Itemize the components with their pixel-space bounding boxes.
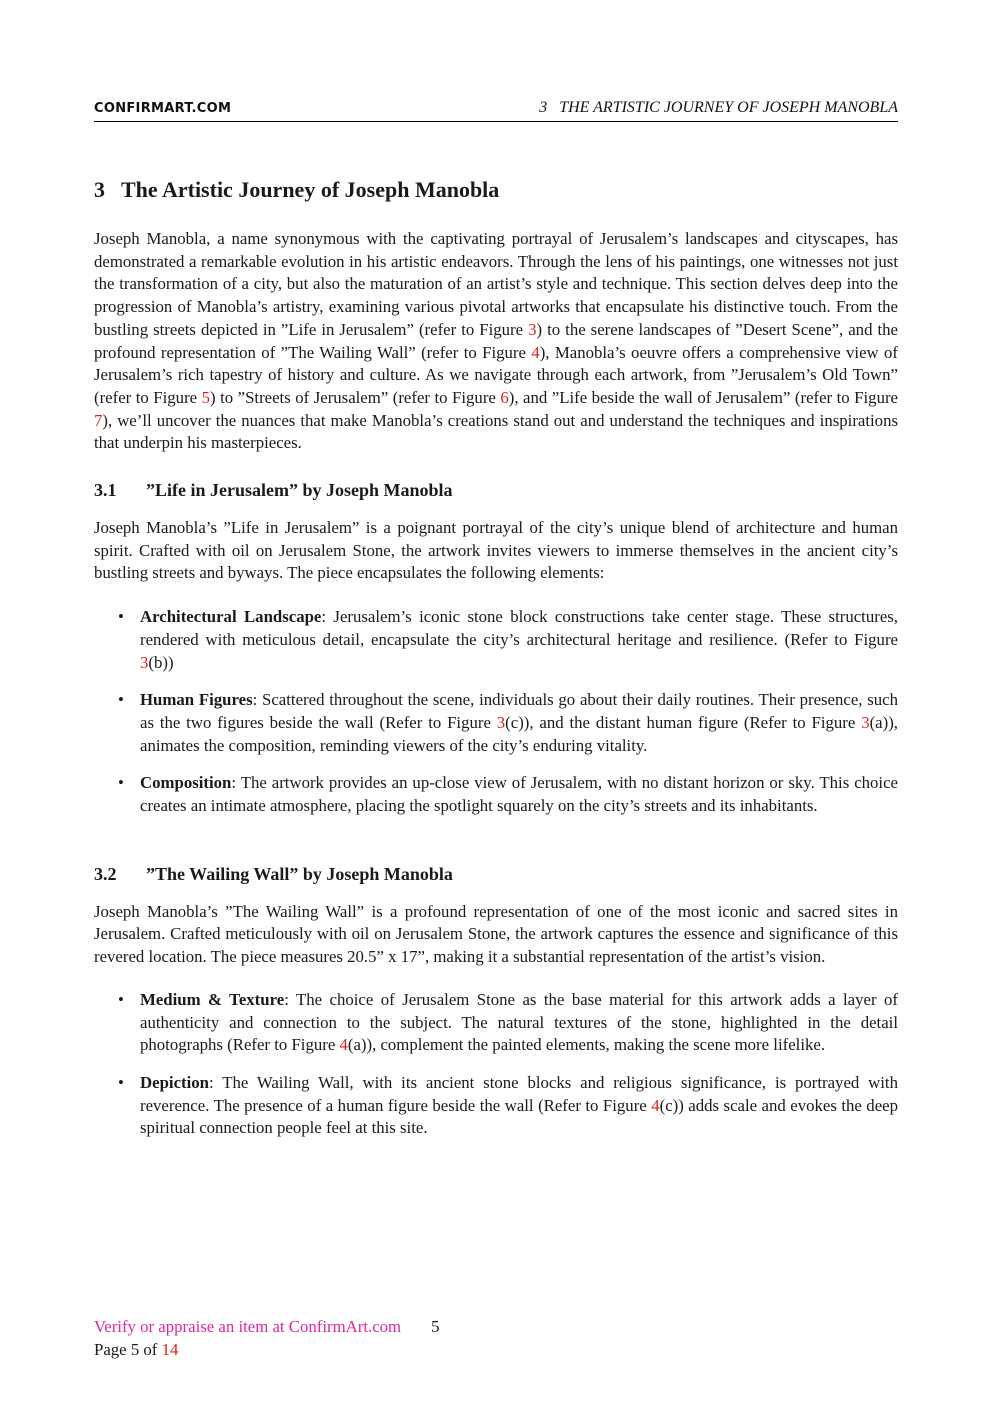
section-heading <box>94 174 898 206</box>
figure-ref-link[interactable]: 5 <box>201 387 210 407</box>
subsection-intro-paragraph: Joseph Manobla’s ”Life in Jerusalem” is a poignant portrayal of the city’s unique blend of architecture and human spirit. Crafted with oil on Jerusalem Stone, the artwork invites viewers to immerse themselves in the ancient city’s bustling streets and byways. The piece encapsulates the following elements: <box>94 518 898 583</box>
page-header <box>94 99 898 122</box>
list-item-term: Composition <box>140 773 232 793</box>
verify-appraise-link[interactable]: Verify or appraise an item at ConfirmArt.com <box>94 1317 402 1336</box>
list-item <box>94 1072 898 1140</box>
figure-ref-link[interactable]: 4 <box>339 1035 348 1055</box>
intro-text-3: ), Manobla’s oeuvre offers a comprehensive view of Jerusalem’s rich tapestry of history and culture. As we navigate through each artwork, from ”Jerusalem’s Old Town” (refer to Figure <box>94 342 898 407</box>
list-item <box>94 989 898 1057</box>
page-of-label: Page 5 of <box>94 1340 162 1359</box>
page-footer <box>94 1315 594 1361</box>
figure-ref-link[interactable]: 3 <box>496 712 506 732</box>
intro-text-2: ) to the serene landscapes of ”Desert Scene”, and the profound representation of ”The Wailing Wall” (refer to Figure <box>94 319 898 362</box>
figure-ref-link[interactable]: 4 <box>531 342 540 362</box>
list-item <box>94 606 898 674</box>
figure-ref-link[interactable]: 6 <box>500 387 509 407</box>
list-item-text: : Jerusalem’s iconic stone block constructions take center stage. These structures, rendered with meticulous detail, encapsulate the city’s architectural heritage and resilience. (Refer to Figure <box>140 607 898 649</box>
subsection-heading-3-2 <box>94 861 898 887</box>
intro-text-4: ) to ”Streets of Jerusalem” (refer to Figure <box>210 387 501 407</box>
total-pages-link[interactable]: 14 <box>161 1340 179 1359</box>
subsection-intro-paragraph: Joseph Manobla’s ”The Wailing Wall” is a profound representation of one of the most iconic and sacred sites in Jerusalem. Crafted meticulously with oil on Jerusalem Stone, the artwork captures the essence and significance of this revered location. The piece measures 20.5” x 17”, making it a substantial representation of the artist’s vision. <box>94 901 898 967</box>
list-item-text: (b)) <box>148 652 174 672</box>
list-item-text: : The Wailing Wall, with its ancient stone blocks and religious significance, is portrayed with reverence. The presence of a human figure beside the wall (Refer to Figure <box>140 1072 898 1115</box>
list-item-text: (a)), complement the painted elements, making the scene more lifelike. <box>347 1035 826 1055</box>
section-title: The Artistic Journey of Joseph Manobla <box>121 177 500 202</box>
subsection-title: ”Life in Jerusalem” by Joseph Manobla <box>146 480 453 501</box>
intro-text-6: ), we’ll uncover the nuances that make Manobla’s creations stand out and understand the techniques and inspirations that underpin his masterpieces. <box>94 410 898 453</box>
page-number: 5 <box>431 1317 440 1336</box>
subsection-heading-3-1 <box>94 477 898 503</box>
subsection-number: 3.1 <box>94 480 117 501</box>
bullet-icon: • <box>118 773 124 793</box>
bullet-list <box>94 989 898 1140</box>
list-item-text: (a)), animates the composition, reminding viewers of the city’s enduring vitality. <box>140 712 898 755</box>
figure-ref-link[interactable]: 3 <box>861 712 870 732</box>
list-item-text: (c)) adds scale and evokes the deep spiritual connection people feel at this site. <box>140 1095 898 1138</box>
footer-line-1 <box>94 1315 594 1338</box>
bullet-icon: • <box>118 989 124 1009</box>
figure-ref-link[interactable]: 7 <box>94 410 103 430</box>
list-item-term: Medium & Texture <box>140 989 285 1009</box>
subsection-number: 3.2 <box>94 863 117 884</box>
list-item-text: (c)), and the distant human figure (Refer to Figure <box>505 712 862 732</box>
main-content <box>94 174 898 1140</box>
bullet-list <box>94 606 898 818</box>
section-intro-paragraph <box>94 228 898 455</box>
bullet-icon: • <box>118 607 124 627</box>
list-item-term: Architectural Landscape <box>140 607 322 627</box>
list-item <box>94 689 898 757</box>
confirmart-logo[interactable]: CONFIRMART.COM <box>94 101 232 116</box>
list-item-term: Human Figures <box>140 690 253 710</box>
list-item-text: : The choice of Jerusalem Stone as the base material for this artwork adds a layer of authenticity and connection to the subject. The natural textures of the stone, highlighted in the detail photographs (Refer to Figure <box>140 989 898 1055</box>
section-number: 3 <box>94 177 105 202</box>
list-item-text: : Scattered throughout the scene, individuals go about their daily routines. Their presence, such as the two figures beside the wall (Refer to Figure <box>140 690 899 732</box>
figure-ref-link[interactable]: 4 <box>651 1095 660 1115</box>
bullet-icon: • <box>118 1072 124 1092</box>
bullet-icon: • <box>118 690 124 710</box>
figure-ref-link[interactable]: 3 <box>140 652 149 672</box>
running-section-text: THE ARTISTIC JOURNEY OF JOSEPH MANOBLA <box>559 99 898 116</box>
running-section-title <box>539 99 898 117</box>
intro-text-1: Joseph Manobla, a name synonymous with the captivating portrayal of Jerusalem’s landscapes and cityscapes, has demonstrated a remarkable evolution in his artistic endeavors. Through the lens of his paintings, one witnesses not just the transformation of a city, but also the maturation of an artist’s style and technique. This section delves deep into the progression of Manobla’s artistry, examining various pivotal artworks that encapsulate his distinctive touch. From the bustling streets depicted in ”Life in Jerusalem” (refer to Figure <box>94 229 898 339</box>
intro-text-5: ), and ”Life beside the wall of Jerusalem” (refer to Figure <box>508 387 898 407</box>
list-item-term: Depiction <box>140 1072 209 1092</box>
footer-line-2 <box>94 1338 594 1361</box>
list-item-text: : The artwork provides an up-close view of Jerusalem, with no distant horizon or sky. This choice creates an intimate atmosphere, placing the spotlight squarely on the city’s streets and its inhabitants. <box>140 773 898 816</box>
subsection-title: ”The Wailing Wall” by Joseph Manobla <box>146 863 453 884</box>
list-item <box>94 772 898 817</box>
figure-ref-link[interactable]: 3 <box>528 319 537 339</box>
running-section-number: 3 <box>539 99 548 116</box>
